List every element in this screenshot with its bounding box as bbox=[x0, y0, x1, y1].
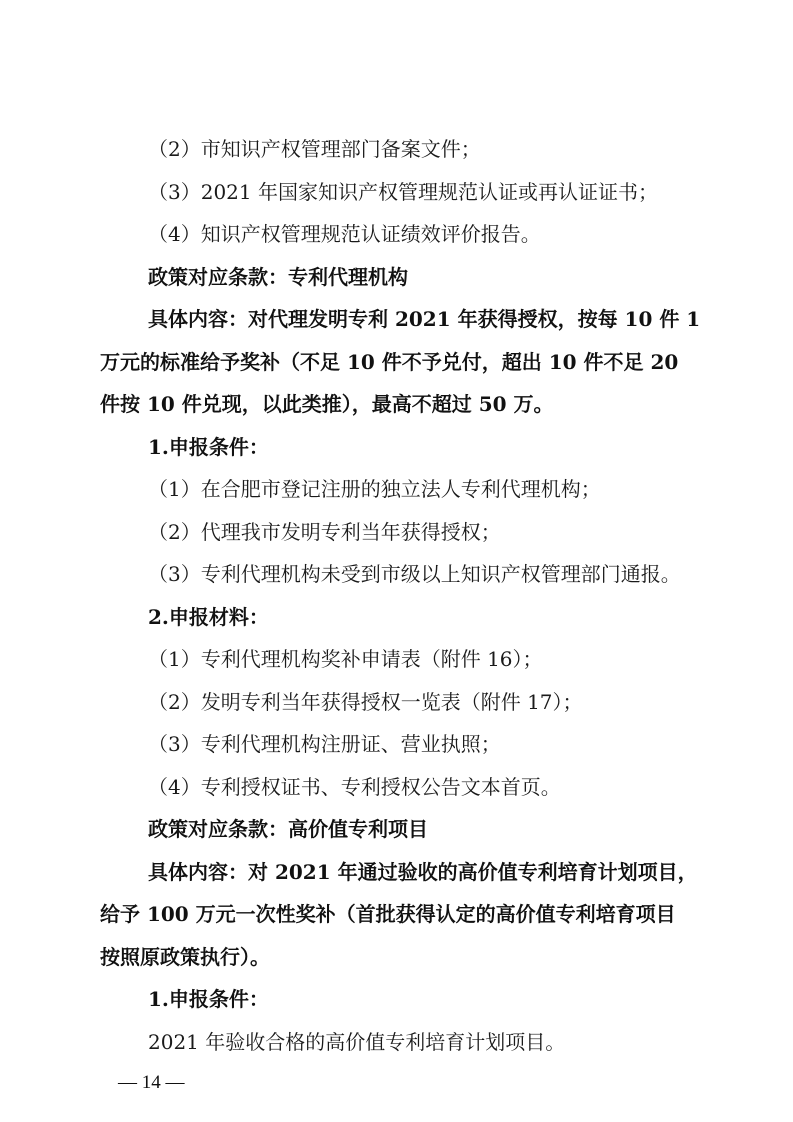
content-paragraph-high-value-line1: 具体内容：对 2021 年通过验收的高价值专利培育计划项目， bbox=[148, 860, 698, 884]
policy-clause-heading-agency: 政策对应条款：专利代理机构 bbox=[148, 265, 408, 289]
page-number: — 14 — bbox=[118, 1072, 185, 1093]
item-certification: （3）2021 年国家知识产权管理规范认证或再认证证书； bbox=[148, 180, 658, 204]
material-item-2: （2）发明专利当年获得授权一览表（附件 17）； bbox=[148, 690, 583, 714]
content-paragraph-high-value-line3: 按照原政策执行）。 bbox=[100, 945, 270, 969]
condition-item-high-value: 2021 年验收合格的高价值专利培育计划项目。 bbox=[148, 1030, 566, 1054]
condition-item-3: （3）专利代理机构未受到市级以上知识产权管理部门通报。 bbox=[148, 562, 681, 586]
content-paragraph-agency-line3: 件按 10 件兑现，以此类推），最高不超过 50 万。 bbox=[100, 392, 554, 416]
item-filing-documents: （2）市知识产权管理部门备案文件； bbox=[148, 137, 481, 161]
material-item-1: （1）专利代理机构奖补申请表（附件 16）； bbox=[148, 647, 543, 671]
material-item-4: （4）专利授权证书、专利授权公告文本首页。 bbox=[148, 775, 561, 799]
content-paragraph-high-value-line2: 给予 100 万元一次性奖补（首批获得认定的高价值专利培育项目 bbox=[100, 902, 676, 926]
item-evaluation-report: （4）知识产权管理规范认证绩效评价报告。 bbox=[148, 222, 541, 246]
content-paragraph-agency-line2: 万元的标准给予奖补（不足 10 件不予兑付，超出 10 件不足 20 bbox=[100, 350, 679, 374]
condition-item-1: （1）在合肥市登记注册的独立法人专利代理机构； bbox=[148, 477, 601, 501]
section-heading-conditions-2: 1.申报条件： bbox=[148, 987, 269, 1011]
content-paragraph-agency-line1: 具体内容：对代理发明专利 2021 年获得授权，按每 10 件 1 bbox=[148, 307, 701, 331]
material-item-3: （3）专利代理机构注册证、营业执照； bbox=[148, 732, 501, 756]
section-heading-materials: 2.申报材料： bbox=[148, 605, 269, 629]
policy-clause-heading-high-value: 政策对应条款：高价值专利项目 bbox=[148, 817, 428, 841]
section-heading-conditions: 1.申报条件： bbox=[148, 435, 269, 459]
condition-item-2: （2）代理我市发明专利当年获得授权； bbox=[148, 520, 501, 544]
